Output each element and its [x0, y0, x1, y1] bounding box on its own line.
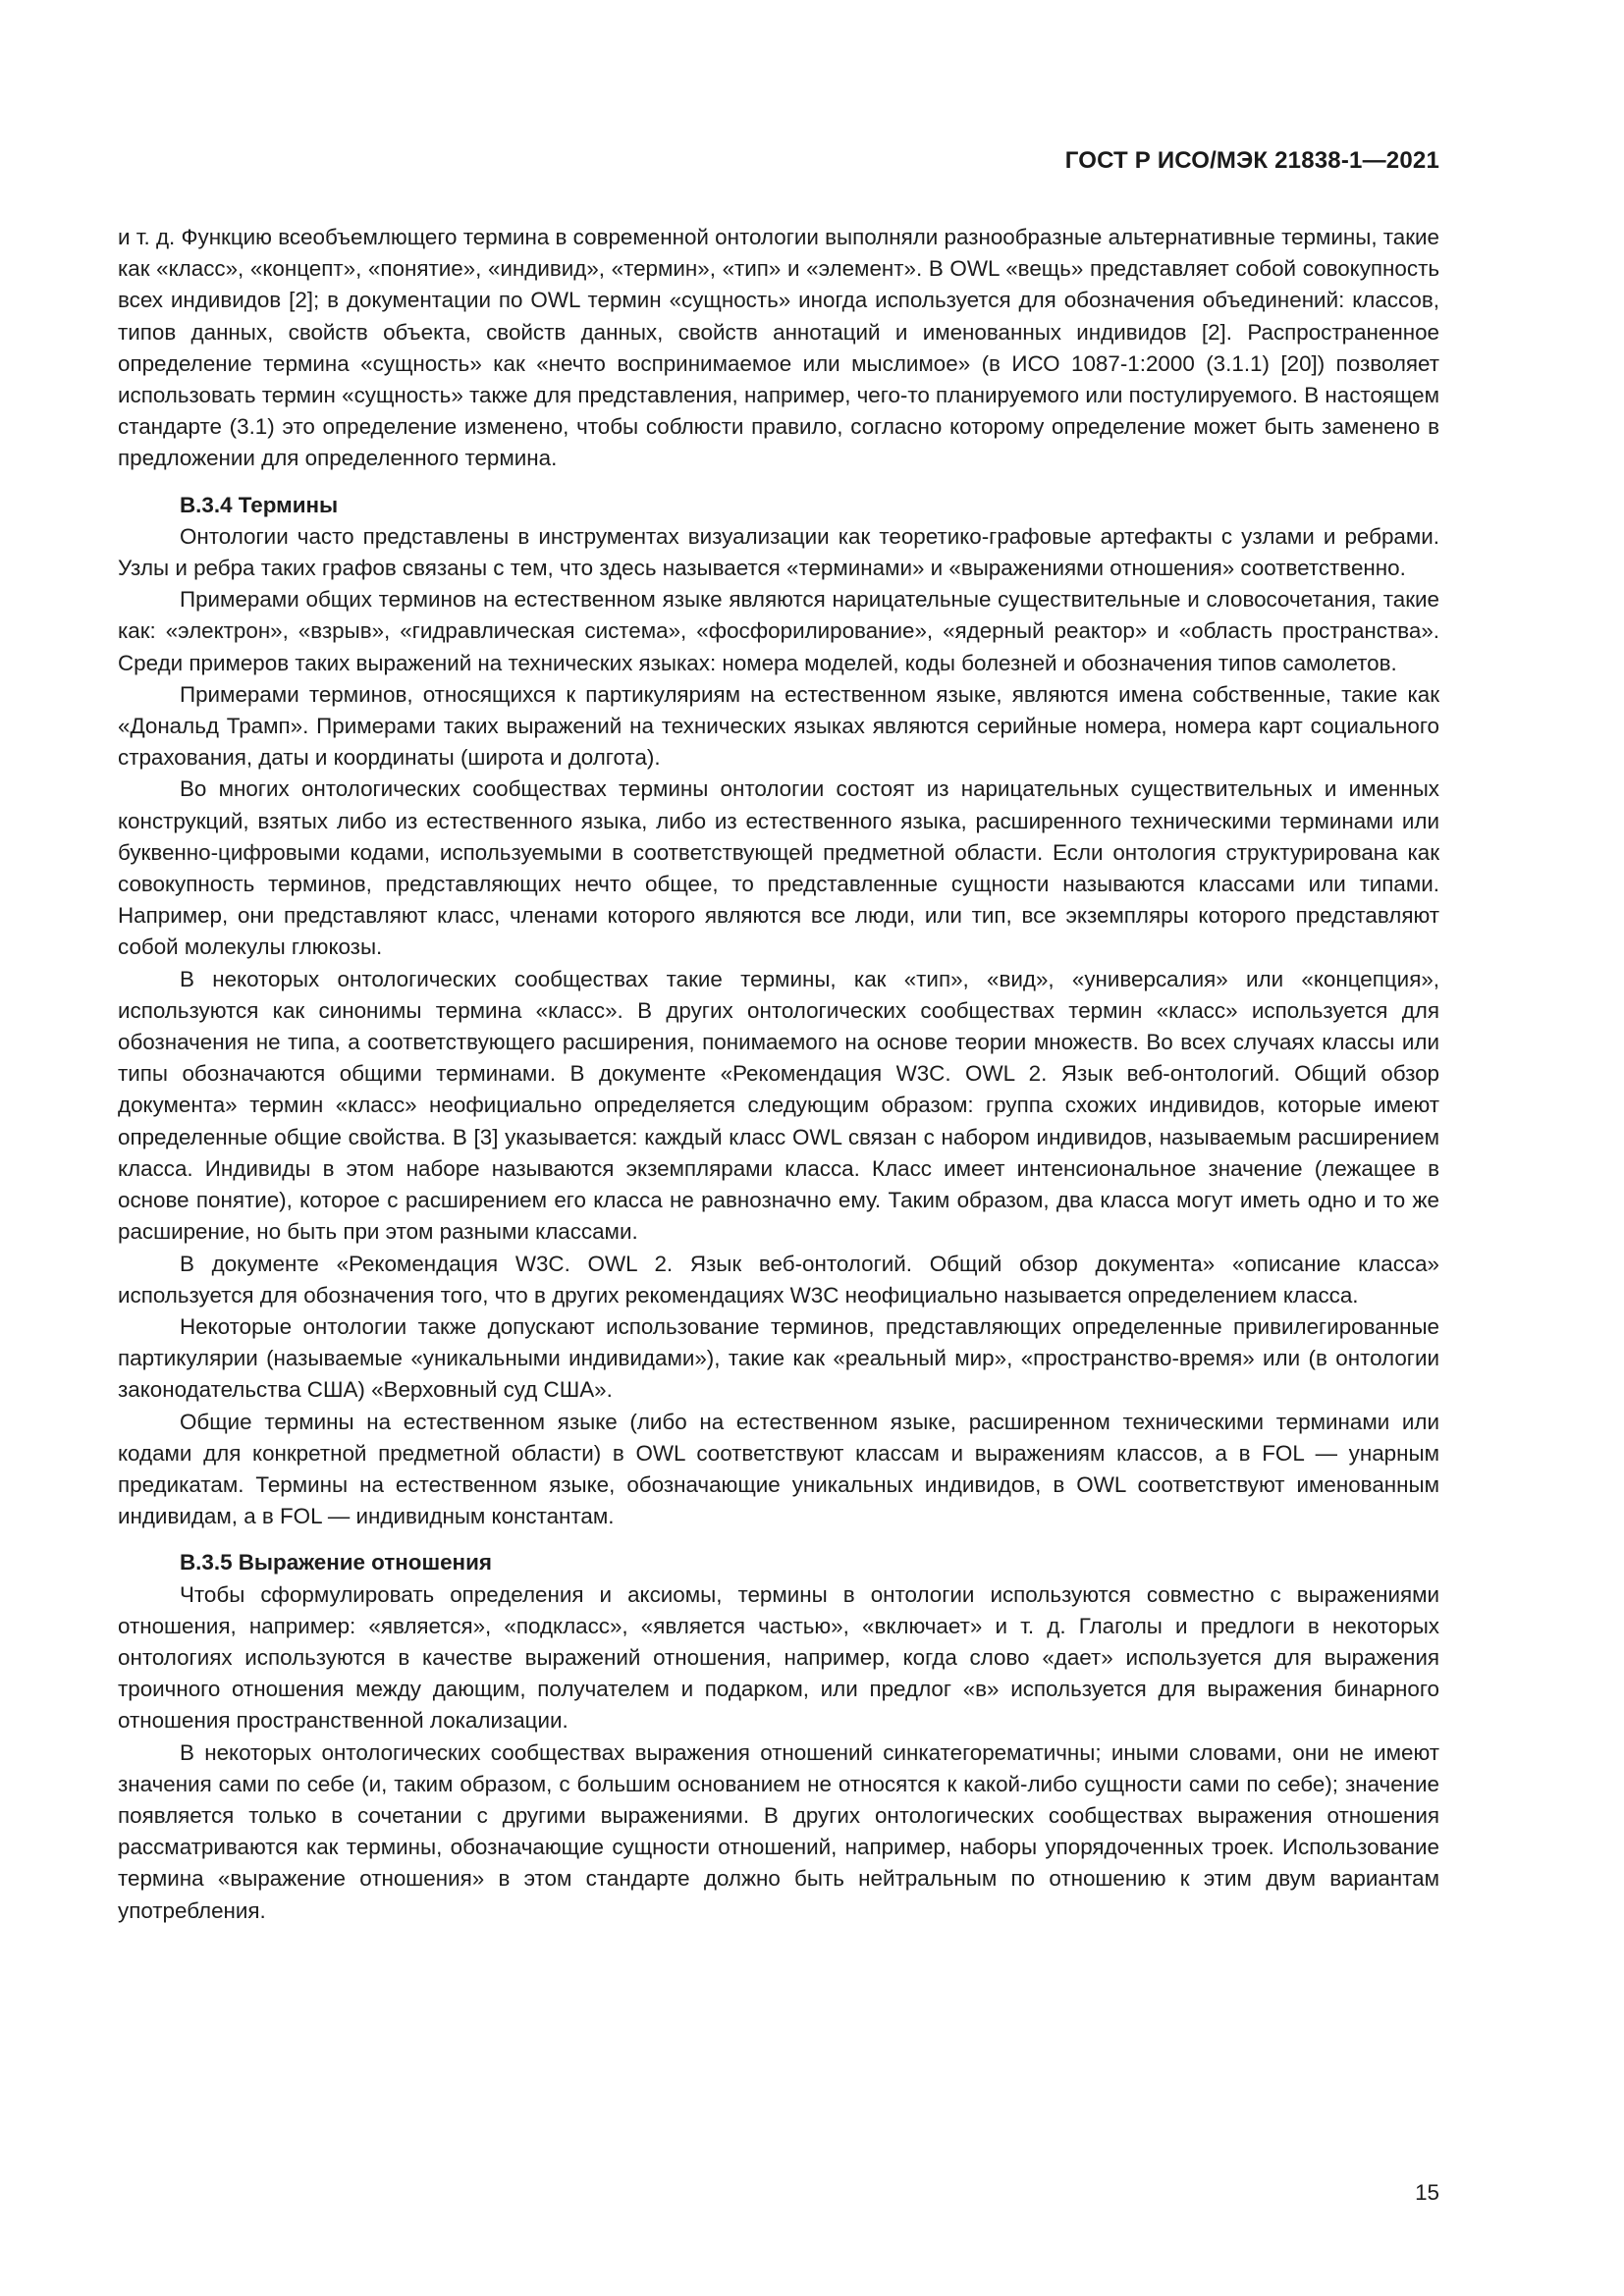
- page-number: 15: [1415, 2180, 1439, 2205]
- b34-paragraph-8: Общие термины на естественном языке (либо на естественном языке, расширенном техническими терминами или кодами для конкретной предметной области) в OWL соответствуют классам и выражениям классов, а в FOL — унарным предикатам. Термины на естественном языке, обозначающие уникальных индивидов, в OWL соответствуют именованным индивидам, а в FOL — индивидным константам.: [118, 1409, 1439, 1529]
- section-heading-b35: B.3.5 Выражение отношения: [180, 1550, 492, 1575]
- b34-paragraph-4: Во многих онтологических сообществах термины онтологии состоят из нарицательных существительных и именных конструкций, взятых либо из естественного языка, либо из естественного языка, расширенного техническими терминами или буквенно-цифровыми кодами, используемыми в соответствующей предметной области. Если онтология структурирована как совокупность терминов, представляющих нечто общее, то представленные сущности называются классами или типами. Например, они представляют класс, членами которого являются все люди, или тип, все экземпляры которого представляют собой молекулы глюкозы.: [118, 776, 1439, 960]
- b34-paragraph-1: Онтологии часто представлены в инструментах визуализации как теоретико-графовые артефакты с узлами и ребрами. Узлы и ребра таких графов связаны с тем, что здесь называется «терминами» и «выражениями отношения» соответственно.: [118, 523, 1439, 581]
- page-content: [118, 222, 1439, 1927]
- b35-paragraph-2: В некоторых онтологических сообществах выражения отношений синкатегорематичны; иными словами, они не имеют значения сами по себе (и, таким образом, с большим основанием не относятся к какой-либо сущности сами по себе); значение появляется только в сочетании с другими выражениями. В других онтологических сообществах выражения отношения рассматриваются как термины, обозначающие сущности отношений, например, наборы упорядоченных троек. Использование термина «выражение отношения» в этом стандарте должно быть нейтральным по отношению к этим двум вариантам употребления.: [118, 1739, 1439, 1923]
- b34-paragraph-3: Примерами терминов, относящихся к партикуляриям на естественном языке, являются имена собственные, такие как «Дональд Трамп». Примерами таких выражений на технических языках являются серийные номера, номера карт социального страхования, даты и координаты (широта и долгота).: [118, 681, 1439, 771]
- document-header: ГОСТ Р ИСО/МЭК 21838-1—2021: [1064, 147, 1439, 174]
- b34-paragraph-2: Примерами общих терминов на естественном языке являются нарицательные существительные и словосочетания, такие как: «электрон», «взрыв», «гидравлическая система», «фосфорилирование», «ядерный реактор» и «область пространства». Среди примеров таких выражений на технических языках: номера моделей, коды болезней и обозначения типов самолетов.: [118, 587, 1439, 675]
- b34-paragraph-7: Некоторые онтологии также допускают использование терминов, представляющих определенные привилегированные партикулярии (называемые «уникальными индивидами»), такие как «реальный мир», «пространство-время» или (в онтологии законодательства США) «Верховный суд США».: [118, 1313, 1439, 1403]
- b34-paragraph-6: В документе «Рекомендация W3C. OWL 2. Язык веб-онтологий. Общий обзор документа» «описание класса» используется для обозначения того, что в других рекомендациях W3C неофициально называется определением класса.: [118, 1251, 1439, 1308]
- b34-paragraph-5: В некоторых онтологических сообществах такие термины, как «тип», «вид», «универсалия» или «концепция», используются как синонимы термина «класс». В других онтологических сообществах термин «класс» используется для обозначения не типа, а соответствующего расширения, понимаемого на основе теории множеств. Во всех случаях классы или типы обозначаются общими терминами. В документе «Рекомендация W3C. OWL 2. Язык веб-онтологий. Общий обзор документа» термин «класс» неофициально определяется следующим образом: группа схожих индивидов, которые имеют определенные общие свойства. В [3] указывается: каждый класс OWL связан с набором индивидов, называемым расширением класса. Индивиды в этом наборе называются экземплярами класса. Класс имеет интенсиональное значение (лежащее в основе понятие), которое с расширением его класса не равнозначно ему. Таким образом, два класса могут иметь одно и то же расширение, но быть при этом разными классами.: [118, 966, 1439, 1245]
- intro-paragraph: и т. д. Функцию всеобъемлющего термина в современной онтологии выполняли разнообразные альтернативные термины, такие как «класс», «концепт», «понятие», «индивид», «термин», «тип» и «элемент». В OWL «вещь» представляет собой совокупность всех индивидов [2]; в документации по OWL термин «сущность» иногда используется для обозначения объединений: классов, типов данных, свойств объекта, свойств данных, свойств аннотаций и именованных индивидов [2]. Распространенное определение термина «сущность» как «нечто воспринимаемое или мыслимое» (в ИСО 1087-1:2000 (3.1.1) [20]) позволяет использовать термин «сущность» также для представления, например, чего-то планируемого или постулируемого. В настоящем стандарте (3.1) это определение изменено, чтобы соблюсти правило, согласно которому определение может быть заменено в предложении для определенного термина.: [118, 225, 1439, 471]
- section-heading-b34: B.3.4 Термины: [180, 492, 339, 517]
- b35-paragraph-1: Чтобы сформулировать определения и аксиомы, термины в онтологии используются совместно с выражениями отношения, например: «является», «подкласс», «является частью», «включает» и т. д. Глаголы и предлоги в некоторых онтологиях используются в качестве выражений отношения, например, когда слово «дает» используется для выражения троичного отношения между дающим, получателем и подарком, или предлог «в» используется для выражения бинарного отношения пространственной локализации.: [118, 1581, 1439, 1734]
